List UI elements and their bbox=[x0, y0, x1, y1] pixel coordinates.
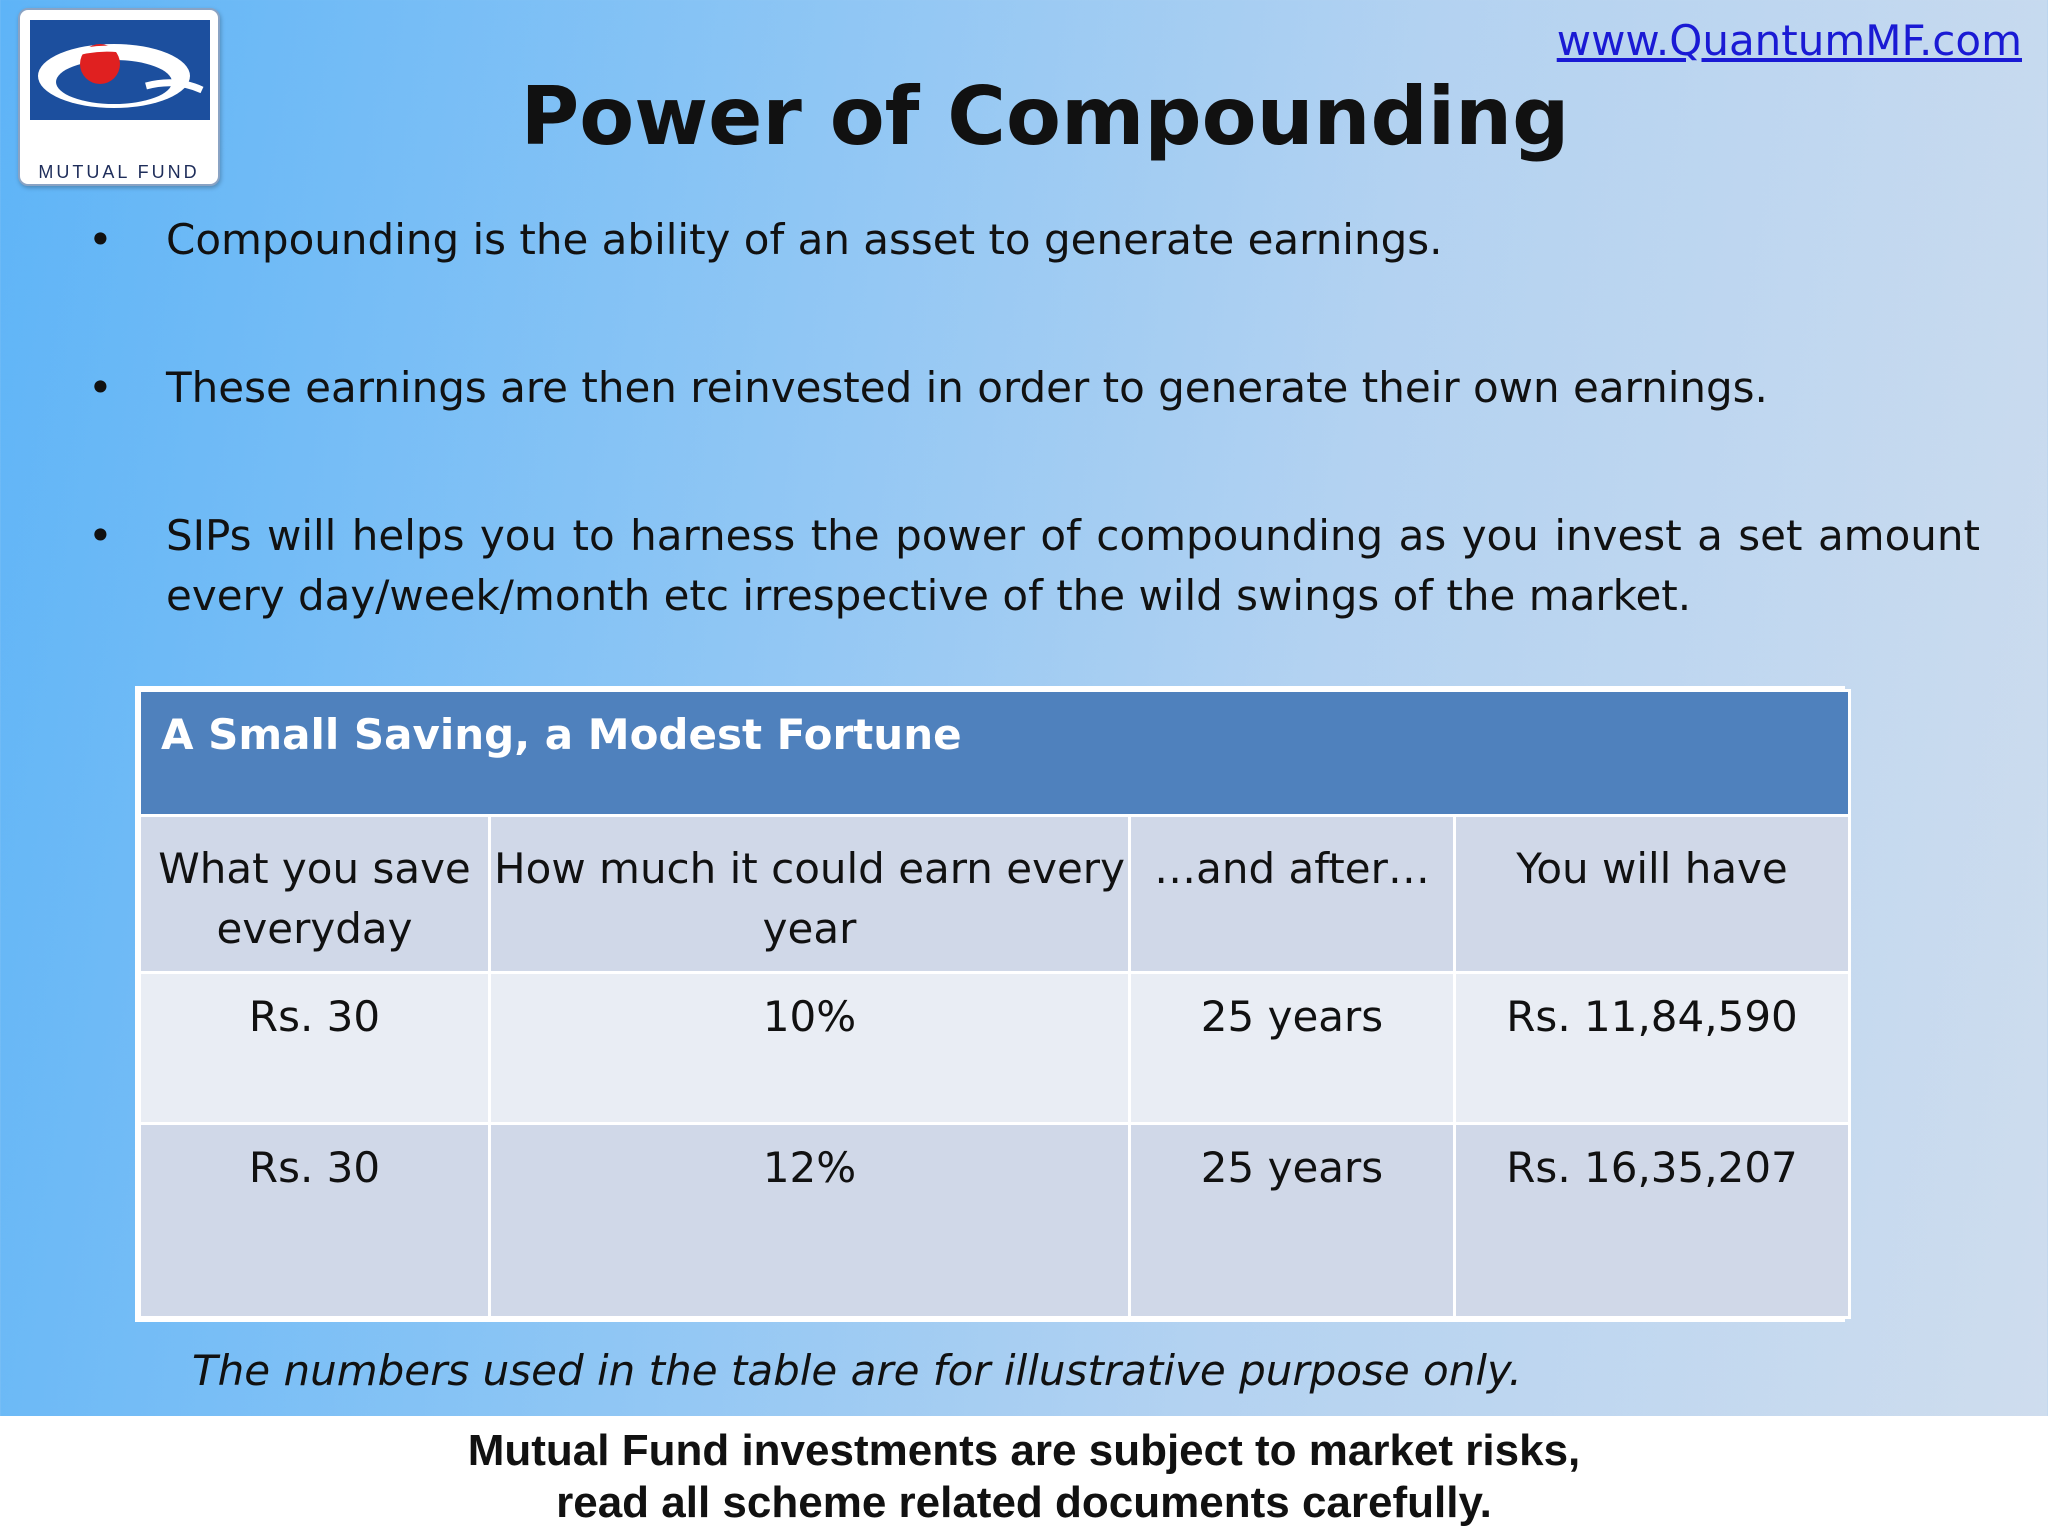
illustrative-note: The numbers used in the table are for illustrative purpose only. bbox=[192, 1346, 1522, 1395]
table-title: A Small Saving, a Modest Fortune bbox=[140, 691, 1850, 816]
table-cell: Rs. 16,35,207 bbox=[1455, 1124, 1850, 1318]
bullet-item: • These earnings are then reinvested in order to generate their own earnings. bbox=[80, 358, 1980, 418]
table-cell: 12% bbox=[490, 1124, 1130, 1318]
bullet-list bbox=[80, 210, 1980, 626]
bullet-item: • SIPs will helps you to harness the power of compounding as you invest a set amount every day/week/month etc irrespective of the wild swings of the market. bbox=[80, 506, 1980, 626]
column-header: What you save everyday bbox=[140, 816, 490, 973]
table-row bbox=[140, 1124, 1850, 1318]
disclaimer-line-2: read all scheme related documents carefully. bbox=[556, 1478, 1492, 1527]
table-cell: 25 years bbox=[1130, 1124, 1455, 1318]
table-cell: Rs. 11,84,590 bbox=[1455, 973, 1850, 1124]
column-header: How much it could earn every year bbox=[490, 816, 1130, 973]
disclaimer-line-1: Mutual Fund investments are subject to market risks, bbox=[467, 1426, 1581, 1475]
bullet-item: • Compounding is the ability of an asset to generate earnings. bbox=[80, 210, 1980, 270]
savings-table bbox=[135, 686, 1845, 1322]
column-header: …and after… bbox=[1130, 816, 1455, 973]
website-link[interactable]: www.QuantumMF.com bbox=[1556, 16, 2022, 65]
column-header: You will have bbox=[1455, 816, 1850, 973]
disclaimer-footer bbox=[0, 1416, 2048, 1536]
table-cell: 10% bbox=[490, 973, 1130, 1124]
slide-title: Power of Compounding bbox=[520, 70, 1570, 163]
table-cell: Rs. 30 bbox=[140, 973, 490, 1124]
logo-wordmark: QUANTUM bbox=[50, 122, 186, 150]
table-cell: Rs. 30 bbox=[140, 1124, 490, 1318]
logo-subtitle: MUTUAL FUND bbox=[38, 162, 200, 182]
table-row bbox=[140, 973, 1850, 1124]
table-cell: 25 years bbox=[1130, 973, 1455, 1124]
